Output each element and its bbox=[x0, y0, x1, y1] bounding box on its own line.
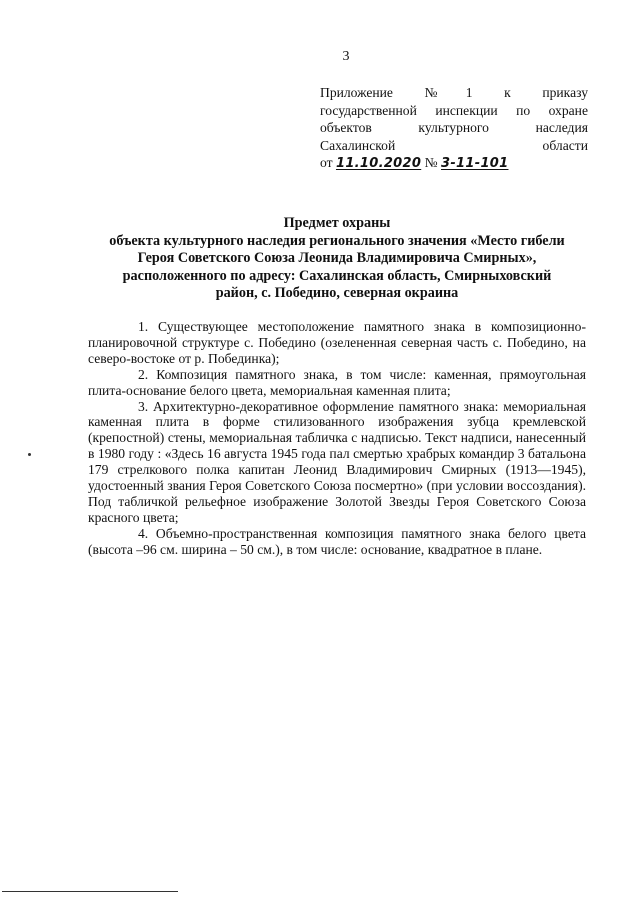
heading-line-5: район, с. Победино, северная окраина bbox=[215, 285, 459, 302]
appendix-date-line bbox=[320, 154, 588, 172]
date-prefix: от bbox=[320, 155, 333, 170]
appendix-line-3: объектов культурного наследия bbox=[320, 120, 588, 135]
item-4: 4. Объемно-пространственная композиция памятного знака белого цвета (высота –96 см. ширина – 50 см.), в том числе: основание, квадратное в плане. bbox=[88, 525, 586, 557]
handwritten-date: 11.10.2020 bbox=[335, 156, 422, 171]
number-prefix: № bbox=[424, 155, 438, 170]
appendix-line-4: Сахалинской области bbox=[320, 137, 588, 153]
document-body bbox=[88, 319, 586, 558]
item-3: 3. Архитектурно-декоративное оформление памятного знака: мемориальная каменная плита в форме стилизованного изображения зубца кремлевской (крепостной) стены, мемориальная табличка с надписью. Текст надписи, нанесенный в 1980 году : «Здесь 16 августа 1945 года пал смертью храбрых командир 3 батальона 179 стрелкового полка капитан Леонид Владимирович Смирных (1913—1945), удостоенный звания Героя Советского Союза посмертно» (при условии воссоздания). Под табличкой рельефное изображение Золотой Звезды Героя Советского Союза красного цвета; bbox=[88, 398, 586, 525]
footer-rule bbox=[2, 891, 178, 892]
item-2: 2. Композиция памятного знака, в том числе: каменная, прямоугольная плита-основание белого цвета, мемориальная каменная плита; bbox=[88, 366, 586, 398]
document-heading bbox=[88, 215, 586, 303]
heading-line-4: расположенного по адресу: Сахалинская область, Смирныховский bbox=[122, 267, 552, 284]
page-number: 3 bbox=[342, 49, 350, 64]
margin-mark bbox=[28, 453, 31, 456]
heading-title: Предмет охраны bbox=[283, 215, 391, 231]
item-1: 1. Существующее местоположение памятного знака в композиционно-планировочной структуре с. Победино (озелененная северная часть с. Победино, на северо-востоке от р. Побединка); bbox=[88, 319, 586, 366]
heading-line-3: Героя Советского Союза Леонида Владимировича Смирных», bbox=[137, 250, 537, 267]
handwritten-order-number: 3-11-101 bbox=[441, 156, 509, 171]
appendix-block bbox=[320, 84, 588, 172]
appendix-line-1: Приложение №1 к приказу bbox=[320, 85, 588, 100]
appendix-line-2: государственной инспекции по охране bbox=[320, 102, 588, 118]
heading-line-2: объекта культурного наследия регионального значения «Место гибели bbox=[109, 232, 565, 249]
